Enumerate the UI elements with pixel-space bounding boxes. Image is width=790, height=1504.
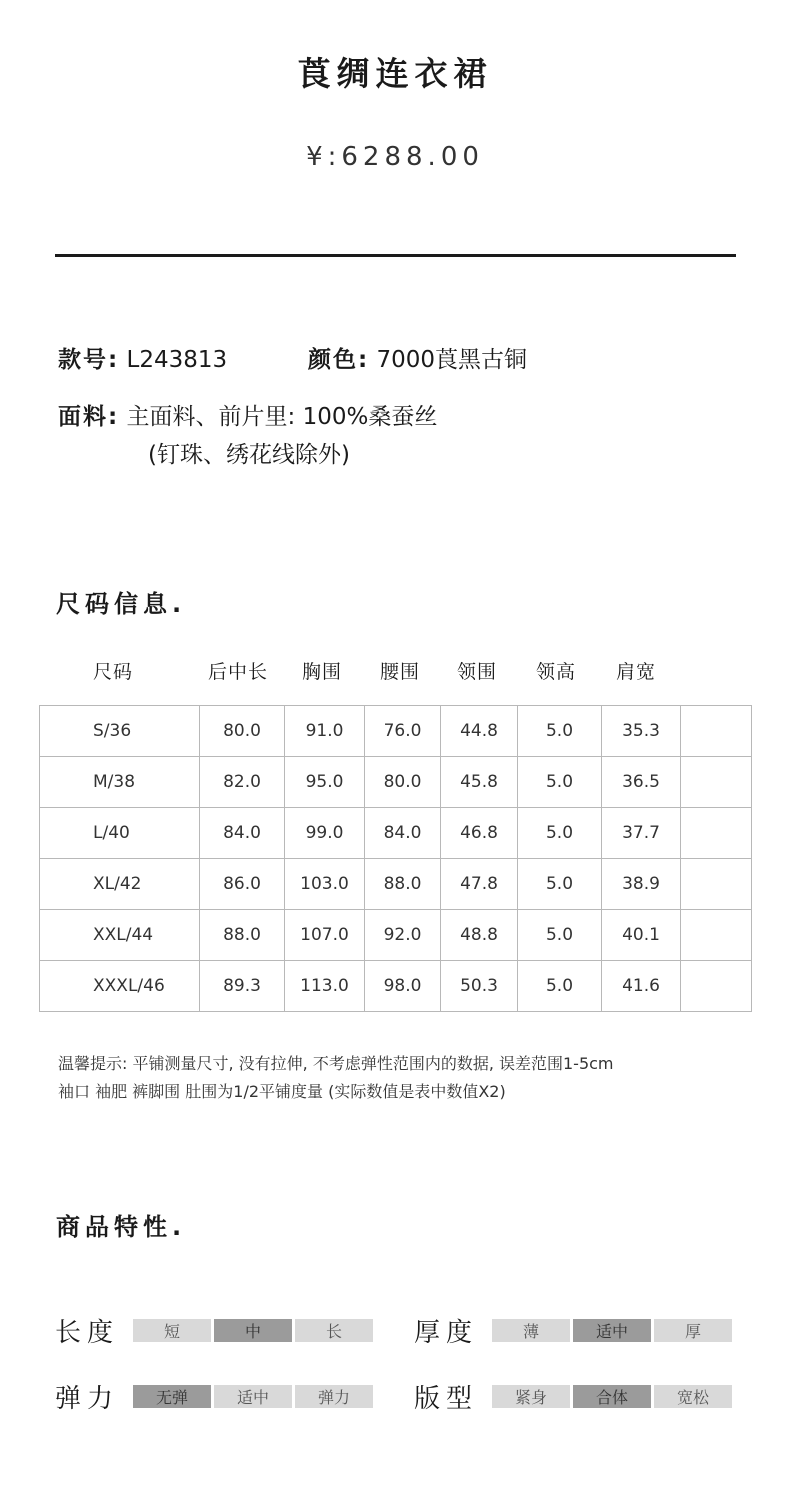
- feature-label: 长度: [55, 1318, 120, 1348]
- measurement-cell: 103.0: [285, 859, 365, 910]
- measurement-cell: [681, 910, 752, 961]
- size-cell: L/40: [40, 808, 200, 859]
- measurement-cell: [681, 961, 752, 1012]
- size-cell: XXL/44: [40, 910, 200, 961]
- measurement-cell: 113.0: [285, 961, 365, 1012]
- measurement-cell: 50.3: [441, 961, 518, 1012]
- measurement-note: 温馨提示: 平铺测量尺寸, 没有拉伸, 不考虑弹性范围内的数据, 误差范围1-5cm: [58, 1054, 614, 1073]
- measurement-cell: [681, 808, 752, 859]
- measurement-cell: 5.0: [518, 706, 602, 757]
- fabric-info: [58, 398, 437, 431]
- header-shoulder: 肩宽: [616, 661, 657, 683]
- style-number-label: 款号:: [58, 347, 120, 373]
- measurement-cell: 80.0: [200, 706, 285, 757]
- feature-label: 厚度: [414, 1318, 479, 1348]
- measurement-cell: 82.0: [200, 757, 285, 808]
- feature-option: 适中: [214, 1385, 292, 1408]
- measurement-cell: 36.5: [602, 757, 681, 808]
- measurement-cell: 5.0: [518, 859, 602, 910]
- table-row: [40, 859, 752, 910]
- measurement-cell: 92.0: [365, 910, 441, 961]
- feature-option: 宽松: [654, 1385, 732, 1408]
- feature-option: 弹力: [295, 1385, 373, 1408]
- measurement-cell: 89.3: [200, 961, 285, 1012]
- table-row: [40, 706, 752, 757]
- measurement-cell: 5.0: [518, 910, 602, 961]
- header-size: 尺码: [93, 661, 134, 683]
- table-row: [40, 757, 752, 808]
- measurement-cell: 45.8: [441, 757, 518, 808]
- header-chest: 胸围: [302, 661, 343, 683]
- size-table: [39, 705, 752, 1012]
- size-cell: XL/42: [40, 859, 200, 910]
- measurement-note-2: 袖口 袖肥 裤脚围 肚围为1/2平铺度量 (实际数值是表中数值X2): [58, 1082, 506, 1101]
- fabric-note: (钉珠、绣花线除外): [148, 442, 350, 468]
- color-value: 7000莨黑古铜: [376, 347, 528, 373]
- measurement-cell: 88.0: [200, 910, 285, 961]
- size-cell: XXXL/46: [40, 961, 200, 1012]
- size-cell: S/36: [40, 706, 200, 757]
- header-waist: 腰围: [380, 661, 421, 683]
- feature-option: 长: [295, 1319, 373, 1342]
- style-number: [58, 341, 227, 374]
- features-section-title: 商品特性.: [56, 1213, 187, 1241]
- feature-option: 紧身: [492, 1385, 570, 1408]
- feature-option: 厚: [654, 1319, 732, 1342]
- measurement-cell: 47.8: [441, 859, 518, 910]
- measurement-cell: 48.8: [441, 910, 518, 961]
- feature-option: 薄: [492, 1319, 570, 1342]
- measurement-cell: 84.0: [365, 808, 441, 859]
- product-title: 莨绸连衣裙: [297, 54, 493, 93]
- measurement-cell: 35.3: [602, 706, 681, 757]
- feature-option: 合体: [573, 1385, 651, 1408]
- table-row: [40, 808, 752, 859]
- fabric-value: 主面料、前片里: 100%桑蚕丝: [126, 404, 438, 430]
- measurement-cell: 46.8: [441, 808, 518, 859]
- feature-scale-bar: [492, 1385, 735, 1408]
- measurement-cell: [681, 859, 752, 910]
- measurement-cell: 5.0: [518, 961, 602, 1012]
- color-info: [308, 341, 527, 374]
- feature-label: 弹力: [55, 1384, 120, 1414]
- measurement-cell: 38.9: [602, 859, 681, 910]
- feature-option: 适中: [573, 1319, 651, 1342]
- product-price: ¥:6288.00: [306, 142, 484, 172]
- measurement-cell: 44.8: [441, 706, 518, 757]
- measurement-cell: 107.0: [285, 910, 365, 961]
- color-label: 颜色:: [308, 347, 370, 373]
- feature-label: 版型: [414, 1384, 479, 1414]
- feature-scale-bar: [133, 1385, 376, 1408]
- style-number-value: L243813: [126, 347, 228, 373]
- feature-option: 短: [133, 1319, 211, 1342]
- measurement-cell: 5.0: [518, 808, 602, 859]
- size-table-header: [0, 657, 790, 685]
- size-section-title: 尺码信息.: [56, 590, 187, 618]
- header-collar-height: 领高: [536, 661, 577, 683]
- measurement-cell: 98.0: [365, 961, 441, 1012]
- measurement-cell: 76.0: [365, 706, 441, 757]
- feature-scale-bar: [492, 1319, 735, 1342]
- size-cell: M/38: [40, 757, 200, 808]
- measurement-cell: 84.0: [200, 808, 285, 859]
- measurement-cell: 80.0: [365, 757, 441, 808]
- measurement-cell: [681, 757, 752, 808]
- table-row: [40, 910, 752, 961]
- measurement-cell: 95.0: [285, 757, 365, 808]
- measurement-cell: 5.0: [518, 757, 602, 808]
- divider-rule: [55, 254, 736, 257]
- feature-option: 无弹: [133, 1385, 211, 1408]
- measurement-cell: 37.7: [602, 808, 681, 859]
- feature-scale-bar: [133, 1319, 376, 1342]
- measurement-cell: 88.0: [365, 859, 441, 910]
- feature-option: 中: [214, 1319, 292, 1342]
- header-collar: 领围: [457, 661, 498, 683]
- measurement-cell: 41.6: [602, 961, 681, 1012]
- measurement-cell: 40.1: [602, 910, 681, 961]
- measurement-cell: [681, 706, 752, 757]
- measurement-cell: 99.0: [285, 808, 365, 859]
- header-back-length: 后中长: [208, 661, 269, 683]
- table-row: [40, 961, 752, 1012]
- measurement-cell: 91.0: [285, 706, 365, 757]
- measurement-cell: 86.0: [200, 859, 285, 910]
- fabric-label: 面料:: [58, 404, 120, 430]
